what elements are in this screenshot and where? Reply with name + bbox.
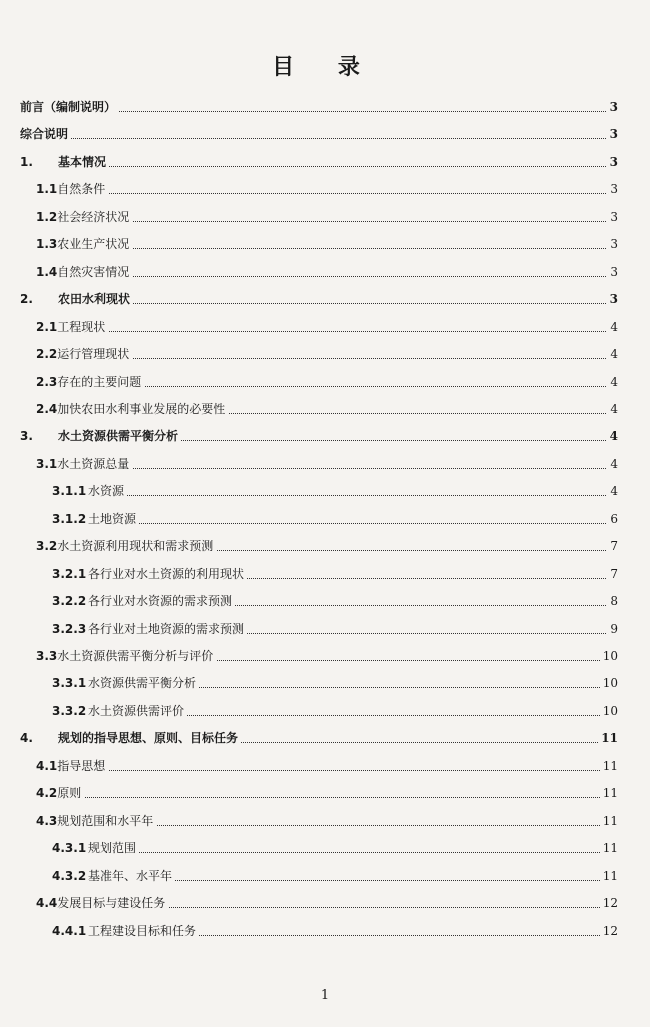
toc-entry-label xyxy=(52,563,247,585)
toc-entry-page: 4 xyxy=(607,316,618,338)
toc-entry-page: 10 xyxy=(600,645,618,667)
toc-entry-page: 4 xyxy=(607,343,618,365)
toc-title: 目 录 xyxy=(272,55,378,80)
toc-entry-label xyxy=(52,837,139,859)
toc-entry-number: 2.1 xyxy=(36,319,58,334)
toc-entry-text: 工程现状 xyxy=(57,319,106,334)
toc-entry-text: 自然灾害情况 xyxy=(57,264,130,279)
toc-entry-text: 规划范围和水平年 xyxy=(57,813,154,828)
toc-entry-page: 11 xyxy=(598,727,618,749)
toc-entry-page: 4 xyxy=(607,398,618,420)
toc-entry[interactable] xyxy=(0,343,650,365)
toc-entry-label xyxy=(36,233,132,255)
toc-entry[interactable] xyxy=(0,782,650,804)
toc-entry-label xyxy=(36,782,84,804)
toc-entry-page: 11 xyxy=(600,810,618,832)
toc-entry-number: 3.2.3 xyxy=(52,621,87,636)
toc-entry-label xyxy=(52,480,127,502)
toc-entry[interactable] xyxy=(0,206,650,228)
toc-entry-label xyxy=(36,206,132,228)
toc-entry[interactable] xyxy=(0,371,650,393)
toc-entry-label xyxy=(20,123,71,145)
toc-entry-label xyxy=(36,755,108,777)
toc-entry[interactable] xyxy=(0,865,650,887)
toc-entry-label xyxy=(52,672,199,694)
toc-entry-label xyxy=(36,343,132,365)
toc-entry-page: 10 xyxy=(600,672,618,694)
toc-entry-label xyxy=(20,727,241,749)
toc-entry[interactable] xyxy=(0,645,650,667)
toc-entry[interactable] xyxy=(0,892,650,914)
toc-entry-number: 1.2 xyxy=(36,209,58,224)
toc-entry[interactable] xyxy=(0,672,650,694)
toc-entry[interactable] xyxy=(0,837,650,859)
toc-entry[interactable] xyxy=(0,755,650,777)
toc-entry-page: 11 xyxy=(600,865,618,887)
toc-entry-page: 9 xyxy=(607,618,618,640)
toc-entry-number: 3.2.2 xyxy=(52,594,87,609)
toc-entry[interactable] xyxy=(0,425,650,447)
toc-entry-number: 3.1.1 xyxy=(52,484,87,499)
toc-entry[interactable] xyxy=(0,563,650,585)
toc-entry-page: 7 xyxy=(607,563,618,585)
toc-entry-text: 各行业对水资源的需求预测 xyxy=(88,594,233,609)
toc-entry-label xyxy=(20,96,119,118)
toc-entry-text: 水资源供需平衡分析 xyxy=(88,676,197,691)
toc-entry-page: 11 xyxy=(600,782,618,804)
toc-entry-number: 1.4 xyxy=(36,264,58,279)
toc-entry-number: 3.3.1 xyxy=(52,676,87,691)
toc-entry-text: 社会经济状况 xyxy=(57,209,130,224)
toc-entry-number: 4. xyxy=(20,731,33,746)
toc-entry-text: 水土资源供需评价 xyxy=(88,703,185,718)
toc-entry[interactable] xyxy=(0,261,650,283)
toc-entry-number: 1.1 xyxy=(36,182,58,197)
toc-entry-number: 3.2.1 xyxy=(52,566,87,581)
toc-entry-label xyxy=(36,810,156,832)
toc-entry-page: 10 xyxy=(600,700,618,722)
toc-entry-text: 综合说明 xyxy=(20,127,69,142)
toc-entry-label xyxy=(36,645,216,667)
toc-entry-number: 4.2 xyxy=(36,786,58,801)
toc-entry-label xyxy=(36,453,132,475)
toc-entry-label xyxy=(52,618,247,640)
toc-entry[interactable] xyxy=(0,398,650,420)
toc-entry-page: 3 xyxy=(607,123,618,145)
toc-entry-label xyxy=(20,425,181,447)
toc-entry-label xyxy=(36,316,108,338)
toc-entry-number: 4.4 xyxy=(36,896,58,911)
toc-entry[interactable] xyxy=(0,508,650,530)
toc-entry-number: 4.4.1 xyxy=(52,923,87,938)
toc-entry[interactable] xyxy=(0,316,650,338)
toc-entry-number: 3.3.2 xyxy=(52,703,87,718)
toc-entry-text: 指导思想 xyxy=(57,758,106,773)
toc-entry-text: 自然条件 xyxy=(57,182,106,197)
toc-entry-text: 水土资源利用现状和需求预测 xyxy=(57,539,214,554)
toc-entry-text: 规划的指导思想、原则、目标任务 xyxy=(58,731,239,746)
toc-entry[interactable] xyxy=(0,480,650,502)
toc-entry-page: 7 xyxy=(607,535,618,557)
toc-entry-text: 运行管理现状 xyxy=(57,347,130,362)
toc-entry-label xyxy=(36,178,108,200)
toc-entry-number: 3.3 xyxy=(36,649,58,663)
toc-entry-text: 工程建设目标和任务 xyxy=(88,923,197,938)
toc-entry-page: 3 xyxy=(607,178,618,200)
toc-entry-text: 水资源 xyxy=(88,484,125,499)
toc-entry-label xyxy=(36,892,168,914)
dot-leader xyxy=(36,331,618,332)
toc-entry-text: 各行业对土地资源的需求预测 xyxy=(88,621,245,636)
toc-entry[interactable] xyxy=(0,178,650,200)
toc-entry[interactable] xyxy=(0,618,650,640)
toc-entry-text: 土地资源 xyxy=(88,511,137,526)
toc-entry[interactable] xyxy=(0,151,650,173)
toc-entry-text: 水土资源供需平衡分析 xyxy=(58,429,179,444)
toc-entry[interactable] xyxy=(0,535,650,557)
toc-entry-page: 4 xyxy=(607,371,618,393)
dot-leader xyxy=(52,495,618,496)
toc-entry-label xyxy=(20,288,133,310)
toc-entry-number: 4.3.1 xyxy=(52,841,87,856)
toc-entry[interactable] xyxy=(0,96,650,118)
toc-entry-text: 存在的主要问题 xyxy=(57,374,142,389)
dot-leader xyxy=(36,193,618,194)
toc-entry-page: 12 xyxy=(600,892,618,914)
toc-entry-number: 4.3.2 xyxy=(52,868,87,883)
toc-entry-number: 3.2 xyxy=(36,539,58,554)
toc-entry-page: 4 xyxy=(607,480,618,502)
toc-entry-number: 4.1 xyxy=(36,758,58,773)
page-number: 1 xyxy=(320,988,330,1003)
toc-entry-text: 水土资源供需平衡分析与评价 xyxy=(57,649,214,663)
toc-entry[interactable] xyxy=(0,700,650,722)
toc-entry-page: 6 xyxy=(607,508,618,530)
dot-leader xyxy=(20,166,618,167)
toc-entry-text: 前言（编制说明） xyxy=(20,100,117,114)
toc-entry-number: 1. xyxy=(20,154,33,169)
toc-entry-label xyxy=(36,371,144,393)
toc-entry-number: 1.3 xyxy=(36,237,58,252)
toc-entry-text: 各行业对水土资源的利用现状 xyxy=(88,566,245,581)
toc-entry-page: 3 xyxy=(607,151,618,173)
toc-entry-label xyxy=(52,700,187,722)
toc-entry-text: 规划范围 xyxy=(88,841,137,856)
toc-entry[interactable] xyxy=(0,810,650,832)
toc-entry-number: 2. xyxy=(20,292,33,307)
toc-entry-number: 2.2 xyxy=(36,347,58,362)
toc-entry-page: 3 xyxy=(607,261,618,283)
toc-entry-text: 农田水利现状 xyxy=(58,292,131,307)
dot-leader xyxy=(36,797,618,798)
toc-entry-number: 2.3 xyxy=(36,374,58,389)
toc-entry-text: 基本情况 xyxy=(58,154,107,169)
toc-entry-number: 3.1 xyxy=(36,456,58,471)
toc-entry-page: 3 xyxy=(607,96,618,118)
toc-entry[interactable] xyxy=(0,727,650,749)
toc-entry-page: 3 xyxy=(607,206,618,228)
toc-entry-label xyxy=(52,508,139,530)
toc-entry-page: 3 xyxy=(607,233,618,255)
toc-entry-page: 11 xyxy=(600,837,618,859)
toc-entry-label xyxy=(52,920,199,942)
toc-entry-label xyxy=(36,535,216,557)
toc-entry-page: 12 xyxy=(600,920,618,942)
toc-entry-text: 发展目标与建设任务 xyxy=(57,896,166,911)
toc-entry[interactable] xyxy=(0,920,650,942)
toc-entry-text: 原则 xyxy=(57,786,82,801)
toc-entry-number: 3.1.2 xyxy=(52,511,87,526)
toc-entry-label xyxy=(52,865,175,887)
toc-entry-number: 2.4 xyxy=(36,401,58,416)
toc-entry[interactable] xyxy=(0,590,650,612)
toc-entry-text: 加快农田水利事业发展的必要性 xyxy=(57,401,226,416)
toc-entry-page: 4 xyxy=(607,425,618,447)
toc-entry[interactable] xyxy=(0,233,650,255)
toc-entry-label xyxy=(36,261,132,283)
toc-entry-label xyxy=(36,398,228,420)
toc-entry[interactable] xyxy=(0,453,650,475)
toc-entry-page: 8 xyxy=(607,590,618,612)
toc-entry-number: 3. xyxy=(20,429,33,444)
toc-entry-number: 4.3 xyxy=(36,813,58,828)
toc-entry-page: 3 xyxy=(607,288,618,310)
toc-entry-label xyxy=(52,590,235,612)
toc-entry-label xyxy=(20,151,109,173)
toc-entry-text: 农业生产状况 xyxy=(57,237,130,252)
toc-entry-text: 水土资源总量 xyxy=(57,456,130,471)
toc-entry[interactable] xyxy=(0,123,650,145)
toc-entry[interactable] xyxy=(0,288,650,310)
dot-leader xyxy=(36,770,618,771)
toc-entry-text: 基准年、水平年 xyxy=(88,868,173,883)
toc-entry-page: 11 xyxy=(600,755,618,777)
dot-leader xyxy=(20,138,618,139)
toc-entry-page: 4 xyxy=(607,453,618,475)
